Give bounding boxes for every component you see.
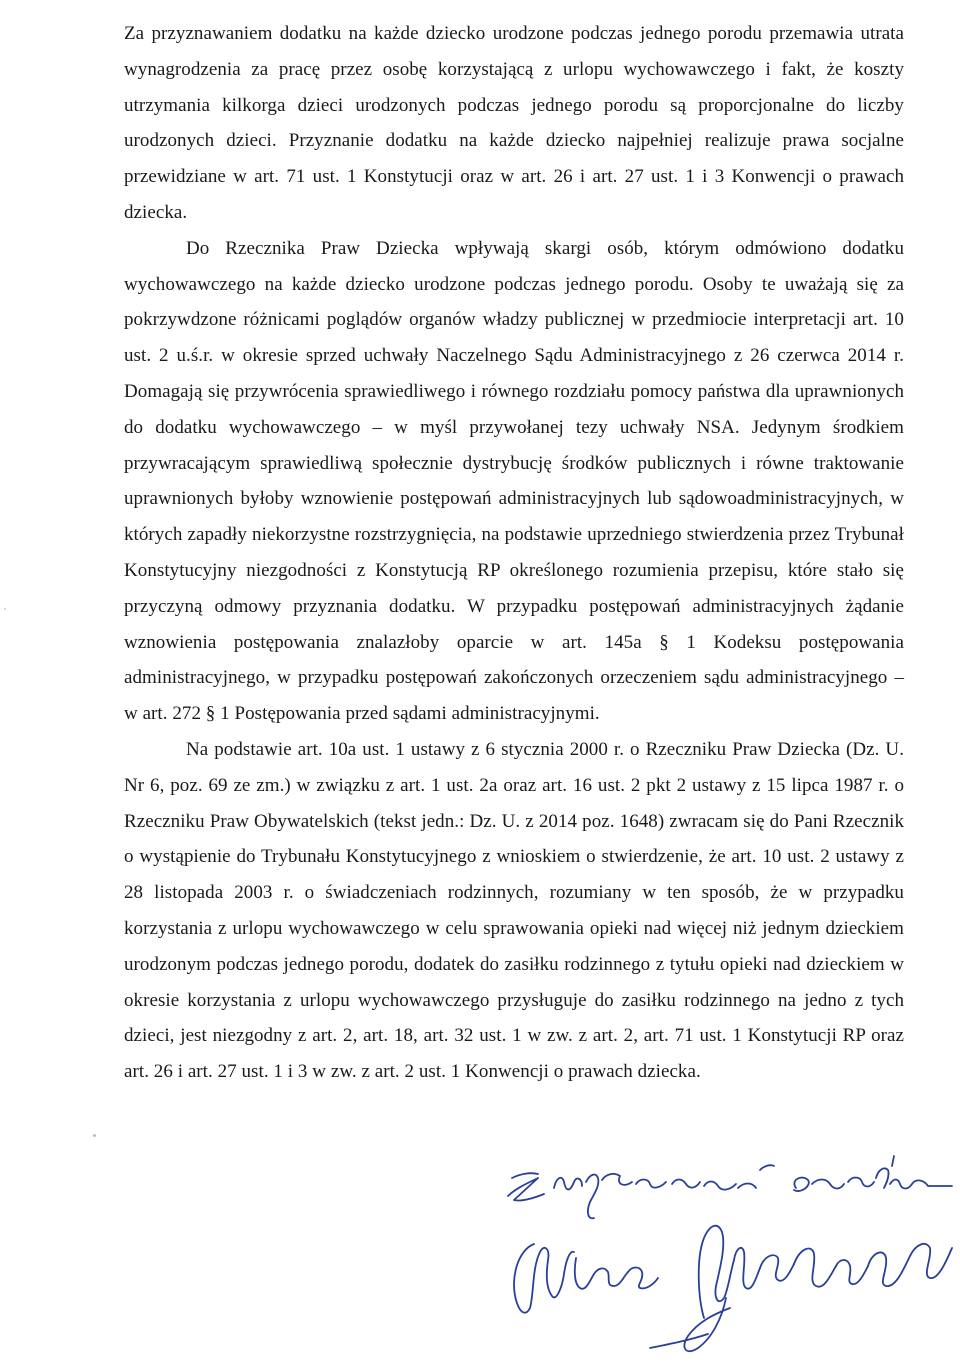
handwritten-signature — [490, 1148, 960, 1362]
document-body — [124, 16, 904, 1090]
margin-mark-left — [4, 608, 6, 610]
paragraph-skargi: Do Rzecznika Praw Dziecka wpływają skargi osób, którym odmówiono dodatku wychowawczego na każde dziecko urodzone podczas jednego porodu. Osoby te uważają się za pokrzywdzone różnicami poglądów organów władzy publicznej w przedmiocie interpretacji art. 10 ust. 2 u.ś.r. w okresie sprzed uchwały Naczelnego Sądu Administracyjnego z 26 czerwca 2014 r. Domagają się przywrócenia sprawiedliwego i równego rozdziału pomocy państwa dla uprawnionych do dodatku wychowawczego – w myśl przywołanej tezy uchwały NSA. Jedynym środkiem przywracającym sprawiedliwą społecznie dystrybucję środków publicznych i równe traktowanie uprawnionych byłoby wznowienie postępowań administracyjnych lub sądowoadministracyjnych, w których zapadły niekorzystne rozstrzygnięcia, na podstawie uprzedniego stwierdzenia przez Trybunał Konstytucyjny niezgodności z Konstytucją RP określonego rozumienia przepisu, które stało się przyczyną odmowy przyznania dodatku. W przypadku postępowań administracyjnych żądanie wznowienia postępowania znalazłoby oparcie w art. 145a § 1 Kodeksu postępowania administracyjnego, w przypadku postępowań zakończonych orzeczeniem sądu administracyjnego – w art. 272 § 1 Postępowania przed sądami administracyjnymi. — [124, 237, 904, 725]
signature-closing — [508, 1156, 952, 1218]
paragraph-wniosek: Na podstawie art. 10a ust. 1 ustawy z 6 stycznia 2000 r. o Rzeczniku Praw Dziecka (Dz. U. Nr 6, poz. 69 ze zm.) w związku z art. 1 ust. 2a oraz art. 16 ust. 2 pkt 2 ustawy z 15 lipca 1987 r. o Rzeczniku Praw Obywatelskich (tekst jedn.: Dz. U. z 2014 poz. 1648) zwracam się do Pani Rzecznik o wystąpienie do Trybunału Konstytucyjnego z wnioskiem o stwierdzenie, że art. 10 ust. 2 ustawy z 28 listopada 2003 r. o świadczeniach rodzinnych, rozumiany w ten sposób, że w przypadku korzystania z urlopu wychowawczego w celu sprawowania opieki nad więcej niż jednym dzieckiem urodzonym podczas jednego porodu, dodatek do zasiłku rodzinnego z tytułu opieki nad dzieckiem w okresie korzystania z urlopu wychowawczego przysługuje do zasiłku rodzinnego na jedno z tych dzieci, jest niezgodny z art. 2, art. 18, art. 32 ust. 1 w zw. z art. 2, art. 71 ust. 1 Konstytucji RP oraz art. 26 i art. 27 ust. 1 i 3 w zw. z art. 2 ust. 1 Konwencji o prawach dziecka. — [124, 738, 904, 1083]
paragraph-dodatek-rationale: Za przyznawaniem dodatku na każde dziecko urodzone podczas jednego porodu przemawia utrata wynagrodzenia za pracę przez osobę korzystającą z urlopu wychowawczego i fakt, że koszty utrzymania kilkorga dzieci urodzonych podczas jednego porodu są proporcjonalne do liczby urodzonych dzieci. Przyznanie dodatku na każde dziecko najpełniej realizuje prawa socjalne przewidziane w art. 71 ust. 1 Konstytucji oraz w art. 26 i art. 27 ust. 1 i 3 Konwencji o prawach dziecka. — [124, 23, 904, 223]
margin-mark — [93, 1134, 96, 1137]
signature-name — [514, 1226, 952, 1351]
